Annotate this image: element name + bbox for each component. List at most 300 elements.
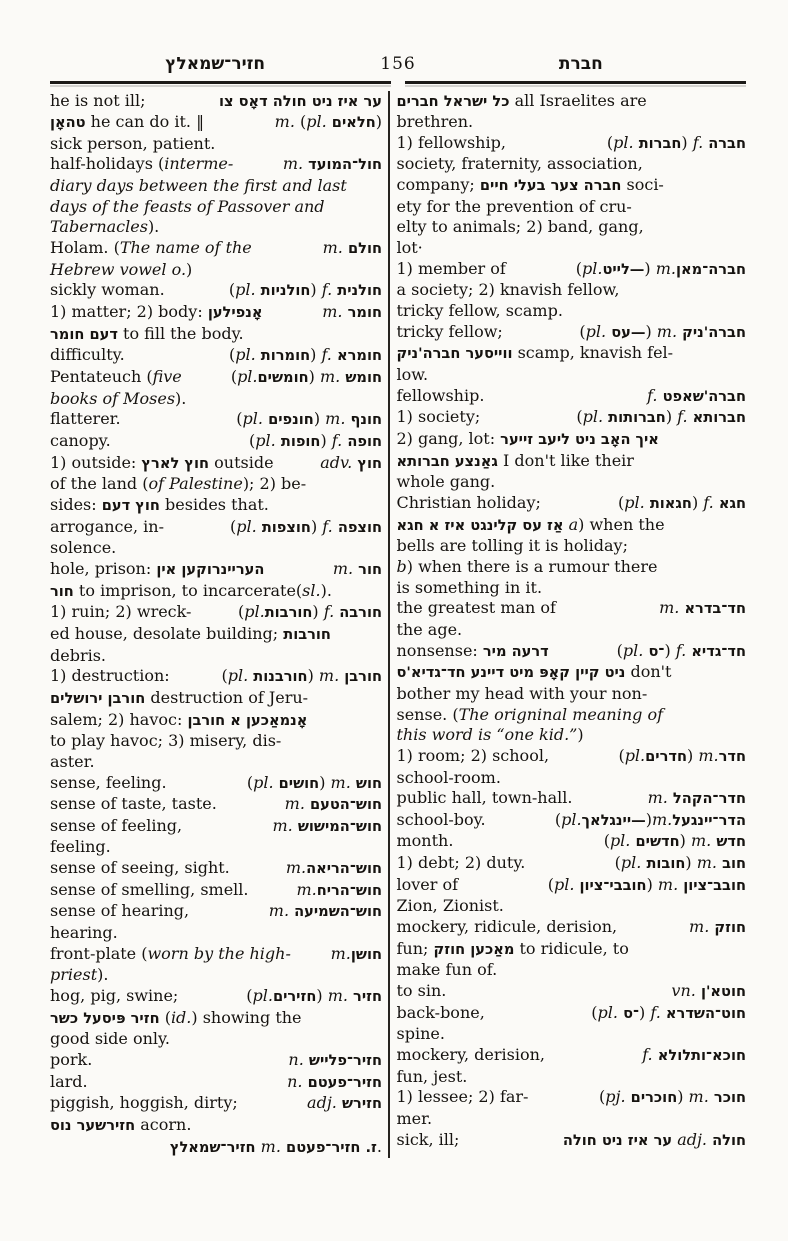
dictionary-line	[50, 302, 382, 324]
hebrew-text: חוכר	[713, 1089, 746, 1107]
dictionary-line	[397, 1045, 747, 1067]
line-left-part	[397, 620, 463, 641]
text-segment: (	[614, 853, 621, 873]
italic-text: f.	[675, 640, 687, 660]
italic-text: pl.	[244, 602, 265, 622]
line-headword-part	[647, 386, 746, 408]
dictionary-line	[50, 901, 382, 923]
dictionary-line	[397, 831, 747, 853]
text-segment: 1) lessee; 2) far-	[396, 1087, 529, 1107]
text-segment: elty to animals; 2) band, gang,	[396, 217, 644, 237]
text-segment: )	[665, 407, 678, 427]
text-segment: )	[313, 409, 326, 429]
hebrew-text: חושים	[278, 774, 320, 792]
text-segment: sense of smelling, smell.	[50, 879, 249, 899]
text-segment: I don't like their	[497, 450, 634, 470]
text-segment: Christian holiday;	[396, 492, 546, 512]
line-left-part	[50, 646, 106, 667]
hebrew-text: הדר־יינגעל	[672, 811, 746, 829]
line-left-part	[50, 816, 182, 838]
hebrew-text: חלאים	[331, 114, 376, 132]
italic-text: f.	[323, 602, 335, 622]
dictionary-line	[397, 493, 747, 515]
italic-text: worn by the high-	[147, 943, 291, 963]
hebrew-text: חזירש	[341, 1095, 382, 1113]
hebrew-text: חונפים	[268, 411, 314, 429]
line-left-part	[50, 538, 116, 559]
dictionary-line	[50, 217, 382, 238]
text-segment: )	[310, 516, 323, 536]
text-segment: 1) outside:	[50, 452, 142, 472]
hebrew-text: ווייסער חברה'ניק	[396, 345, 513, 363]
italic-text: m.	[330, 943, 351, 963]
dictionary-line	[50, 688, 382, 710]
italic-text: m.	[274, 112, 295, 132]
hebrew-text: חוש־הריח	[316, 881, 382, 899]
text-segment: (	[228, 280, 236, 300]
dictionary-line	[50, 91, 382, 113]
text-segment: (	[230, 367, 238, 387]
text-segment: bells are tolling it is holiday;	[396, 536, 628, 556]
italic-text: m.	[285, 858, 307, 878]
italic-text: m.	[689, 917, 710, 937]
text-segment: destruction of Jeru-	[145, 687, 309, 707]
line-headword-part	[269, 901, 382, 923]
text-segment: he is not ill;	[50, 90, 151, 110]
text-segment: (	[606, 132, 614, 152]
italic-text: this word is “one kid.”	[396, 725, 578, 745]
line-left-part	[50, 752, 95, 773]
line-left-part	[50, 91, 151, 113]
dictionary-line	[50, 923, 382, 944]
line-left-part	[50, 794, 217, 816]
line-left-part	[397, 280, 620, 301]
text-segment: ); 2) be-	[242, 474, 307, 494]
line-headword-part	[617, 641, 746, 663]
hebrew-text: חברה־מאן	[676, 260, 746, 278]
text-segment: whole gang.	[396, 472, 496, 492]
line-left-part	[397, 705, 664, 726]
text-segment: mockery, derision,	[396, 1045, 545, 1065]
line-headword-part	[229, 280, 382, 302]
text-segment: back-bone,	[396, 1002, 485, 1022]
italic-text: m.	[330, 772, 351, 792]
line-left-part	[397, 407, 486, 429]
text-segment: canopy.	[50, 431, 111, 450]
dictionary-line	[50, 1008, 382, 1030]
hebrew-text: חוב	[722, 855, 746, 873]
line-headword-part	[219, 91, 382, 113]
italic-text: m.	[698, 745, 719, 765]
line-left-part	[50, 986, 183, 1008]
line-left-part	[397, 598, 556, 620]
hebrew-text: חור	[50, 582, 74, 600]
line-headword-part	[642, 1045, 746, 1067]
italic-text: m.	[296, 879, 317, 899]
text-segment: the greatest man of	[396, 598, 556, 618]
italic-text: pj.	[605, 1087, 626, 1107]
dictionary-line	[397, 768, 747, 789]
text-segment: ).	[175, 388, 187, 408]
italic-text: days of the feasts of Passover and	[50, 196, 325, 216]
text-segment: (	[618, 745, 625, 765]
text-segment: acorn.	[135, 1115, 192, 1134]
hebrew-text: חדר	[718, 747, 746, 765]
hebrew-text: חובות	[646, 855, 686, 873]
line-left-part	[397, 746, 550, 768]
line-left-part	[50, 176, 347, 197]
header-left-guide-word: חזיר־שמאלץ	[165, 54, 266, 74]
text-segment: (	[616, 640, 623, 660]
hebrew-text: דרעה מיר	[482, 642, 549, 660]
hebrew-text: טהאָן	[50, 114, 86, 132]
dictionary-line	[397, 917, 747, 939]
text-segment: spine.	[396, 1024, 445, 1044]
italic-text: pl.	[252, 986, 273, 1006]
text-segment: ety for the prevention of cru-	[396, 196, 632, 216]
dictionary-line	[50, 367, 382, 389]
line-left-part	[50, 260, 192, 281]
dictionary-line	[50, 624, 382, 646]
hebrew-text: ־ס	[648, 642, 665, 660]
line-headword-part	[288, 1050, 382, 1072]
dictionary-line	[397, 853, 747, 875]
page-header	[50, 54, 746, 74]
dictionary-line	[50, 1137, 382, 1159]
italic-text: f.	[650, 1002, 661, 1022]
hebrew-text: חברה	[708, 134, 746, 152]
line-left-part	[397, 343, 674, 365]
text-segment: )	[691, 492, 704, 512]
line-headword-part	[591, 1003, 746, 1025]
line-left-part	[50, 624, 331, 646]
text-segment: 1) matter; 2) body:	[50, 302, 208, 322]
line-left-part	[397, 536, 628, 557]
italic-text: m.	[268, 901, 290, 921]
text-segment: (	[249, 431, 256, 450]
text-segment: )	[316, 986, 328, 1006]
line-left-part	[50, 923, 118, 944]
hebrew-text: חדש	[716, 833, 746, 851]
italic-text: m.	[319, 367, 341, 387]
hebrew-text: —לייט	[602, 260, 645, 278]
text-segment: 1) destruction:	[50, 666, 175, 686]
italic-text: pl.	[585, 321, 607, 341]
dictionary-line	[397, 343, 747, 365]
text-segment: ).	[320, 580, 332, 600]
dictionary-line	[50, 474, 382, 495]
italic-text: n.	[288, 1050, 304, 1070]
italic-text: Tabernacles	[50, 217, 148, 237]
line-left-part	[397, 238, 423, 259]
line-left-part	[397, 1087, 529, 1109]
line-left-part	[397, 725, 584, 746]
dictionary-line	[397, 705, 747, 726]
text-segment: Zion, Zionist.	[396, 896, 504, 916]
text-segment: brethren.	[396, 112, 474, 132]
line-left-part	[50, 217, 159, 238]
italic-text: sl.	[302, 580, 321, 600]
hebrew-text: חברה צער בעלי חיים	[479, 177, 622, 195]
text-segment: (	[575, 258, 583, 278]
dictionary-line	[397, 217, 747, 238]
hebrew-text: חגאות	[649, 494, 692, 512]
italic-text: m.	[696, 853, 717, 873]
line-left-part	[397, 386, 485, 408]
line-headword-part	[615, 853, 746, 875]
line-left-part	[50, 710, 307, 732]
hebrew-text: ער איז ניט חולה דאָס צו	[218, 92, 382, 110]
line-left-part	[397, 175, 664, 197]
line-headword-part	[599, 1087, 746, 1109]
text-segment: aster.	[50, 751, 95, 771]
hebrew-text: —עס	[611, 323, 646, 341]
italic-text: f.	[677, 407, 688, 427]
italic-text: pl.	[253, 772, 274, 792]
dictionary-line	[397, 407, 747, 429]
hebrew-text: העריינרוקען אין	[156, 560, 265, 578]
text-segment: to ridicule, to	[514, 938, 629, 958]
line-headword-part	[659, 598, 746, 620]
line-left-part	[50, 389, 186, 410]
line-left-part	[397, 917, 618, 939]
hebrew-text: אַז עס קלינגט איז א חגא	[396, 516, 564, 534]
hebrew-text: חופה	[347, 433, 382, 450]
line-left-part	[50, 880, 248, 902]
text-segment: (	[228, 345, 236, 365]
dictionary-line	[397, 981, 747, 1003]
line-left-part	[50, 302, 263, 324]
line-headword-part	[579, 322, 746, 344]
text-segment: pork.	[50, 1050, 93, 1070]
italic-text: pl.	[306, 112, 327, 132]
hebrew-text: חורבנות	[253, 668, 308, 686]
hebrew-text: חובב־ציון	[683, 876, 746, 894]
italic-text: five	[152, 367, 182, 387]
line-left-part	[50, 965, 108, 986]
dictionary-line	[50, 389, 382, 410]
line-headword-part	[576, 407, 746, 429]
italic-text: m.	[656, 321, 678, 341]
line-left-part	[397, 641, 549, 663]
text-segment: company;	[396, 175, 480, 195]
line-left-part	[397, 684, 648, 705]
line-headword-part	[249, 431, 382, 453]
text-segment: mockery, ridicule, derision,	[396, 917, 618, 937]
dictionary-line	[50, 260, 382, 281]
line-left-part	[50, 581, 332, 603]
italic-text: m.	[647, 788, 668, 808]
dictionary-line	[397, 875, 747, 897]
italic-text: id.	[170, 1007, 192, 1027]
italic-text: books of Moses	[50, 388, 176, 408]
italic-text: m.	[327, 986, 348, 1006]
dictionary-line	[50, 646, 382, 667]
text-segment: (	[236, 409, 243, 429]
dictionary-line	[50, 710, 382, 732]
line-headword-part	[331, 944, 382, 966]
italic-text: adj.	[677, 1129, 708, 1149]
text-segment: )	[679, 831, 691, 851]
italic-text: diary days between the first and last	[50, 176, 347, 196]
dictionary-line	[50, 944, 382, 966]
hebrew-text: ער איז ניט חולה	[562, 1131, 673, 1149]
line-left-part	[397, 578, 543, 599]
line-headword-part	[618, 493, 746, 515]
left-column	[50, 91, 382, 1159]
text-segment: public hall, town-hall.	[396, 788, 573, 808]
text-segment: .	[376, 1136, 382, 1156]
text-segment: ) showing the	[191, 1007, 302, 1027]
text-segment: fun, jest.	[396, 1066, 468, 1086]
text-segment: soci-	[621, 175, 664, 195]
line-left-part	[397, 768, 501, 789]
dictionary-line	[397, 896, 747, 917]
italic-text: pl.	[624, 745, 646, 765]
text-segment: )	[310, 345, 322, 365]
hebrew-text: חדשים	[635, 833, 680, 851]
hebrew-text: חד־בדרא	[684, 600, 746, 618]
dictionary-line	[397, 960, 747, 981]
hebrew-text: חוץ לארץ	[141, 454, 210, 472]
text-segment: )	[186, 259, 193, 279]
italic-text: f.	[642, 1045, 653, 1065]
text-segment: sides:	[50, 494, 102, 514]
line-left-part	[397, 259, 511, 281]
line-left-part	[397, 1067, 468, 1088]
text-segment: bother my head with your non-	[396, 683, 648, 703]
dictionary-line	[397, 451, 747, 473]
text-segment: scamp, knavish fel-	[512, 343, 674, 363]
hebrew-text: —יינגלאך	[581, 811, 646, 829]
italic-text: f.	[647, 385, 658, 405]
column-divider	[388, 91, 390, 1159]
dictionary-line	[50, 112, 382, 134]
line-left-part	[50, 238, 252, 260]
line-left-part	[50, 1115, 191, 1137]
text-segment: (	[579, 321, 586, 341]
text-segment: mer.	[396, 1109, 433, 1128]
text-segment: lover of	[396, 874, 459, 894]
italic-text: m.	[690, 831, 712, 851]
text-segment: sense of hearing,	[50, 901, 190, 921]
line-left-part	[397, 810, 486, 832]
text-segment: (	[294, 112, 307, 132]
text-segment: ).	[147, 217, 160, 237]
hebrew-text: חורבן	[344, 668, 382, 686]
italic-text: pl.	[227, 666, 249, 686]
line-headword-part	[296, 880, 382, 902]
line-left-part	[397, 429, 659, 451]
hebrew-text: חוט־השדרא	[665, 1004, 746, 1022]
text-segment: (	[159, 1007, 171, 1027]
line-left-part	[397, 154, 643, 175]
text-segment: )	[681, 132, 693, 152]
line-left-part	[397, 853, 526, 875]
italic-text: pl.	[620, 853, 642, 873]
italic-text: m.	[272, 815, 293, 835]
dictionary-line	[50, 816, 382, 838]
line-left-part	[50, 944, 291, 966]
line-left-part	[50, 688, 308, 710]
text-segment: (	[246, 772, 254, 792]
line-headword-part	[286, 858, 382, 880]
dictionary-line	[50, 880, 382, 902]
dictionary-line	[50, 280, 382, 302]
line-headword-part	[275, 112, 382, 134]
text-segment: all Israelites are	[509, 90, 647, 110]
hebrew-text: חוזק	[714, 919, 746, 937]
italic-text: pl.	[561, 809, 582, 829]
hebrew-text: חזיר פּיסעל כשר	[50, 1009, 160, 1027]
text-segment: )	[577, 725, 584, 745]
dictionary-line	[397, 536, 747, 557]
line-left-part	[397, 1130, 460, 1152]
line-left-part	[397, 217, 644, 238]
line-left-part	[397, 112, 474, 133]
italic-text: of Palestine	[148, 474, 243, 494]
text-segment: ) when there is a rumour there	[406, 556, 658, 576]
text-segment: )	[307, 666, 319, 686]
header-rule-left-segment	[50, 81, 391, 84]
italic-text: pl.	[236, 516, 257, 536]
text-segment: (	[603, 831, 610, 851]
hebrew-text: חומרות	[260, 347, 311, 365]
dictionary-line	[50, 666, 382, 688]
text-segment: fellowship.	[396, 385, 485, 405]
hebrew-text: חורבן ירושלים	[50, 689, 146, 707]
line-left-part	[397, 1024, 445, 1045]
italic-text: f.	[331, 431, 343, 450]
line-headword-part	[322, 302, 382, 324]
text-segment: school-boy.	[396, 809, 486, 829]
text-segment: ed house, desolate building;	[50, 623, 284, 643]
hebrew-text: ניט קיין קאָפּ מיט דיינע חד־גדיא'ס	[396, 664, 626, 682]
line-headword-part	[323, 238, 382, 260]
dictionary-line	[50, 453, 382, 475]
line-headword-part	[229, 345, 382, 367]
italic-text: The origninal meaning of	[458, 704, 664, 724]
hebrew-text: חוצפה	[337, 518, 382, 536]
dictionary-line	[397, 1087, 747, 1109]
dictionary-line	[397, 365, 747, 386]
hebrew-text: חזיר־פלייש	[308, 1052, 382, 1070]
hebrew-text: חדרים	[645, 747, 687, 765]
hebrew-text: מאַכען חוזק	[433, 940, 515, 958]
hebrew-text: חונף	[350, 411, 382, 429]
text-segment: salem; 2) havoc:	[50, 709, 188, 729]
text-segment: 1) ruin; 2) wreck-	[50, 602, 192, 622]
line-left-part	[397, 662, 672, 684]
line-headword-part	[618, 746, 746, 768]
text-segment: sick, ill;	[396, 1129, 460, 1149]
line-left-part	[397, 515, 665, 537]
italic-text: pl.	[242, 409, 263, 429]
dictionary-line	[397, 746, 747, 768]
dictionary-line	[50, 431, 382, 453]
line-left-part	[397, 451, 634, 473]
italic-text: pl.	[553, 874, 575, 894]
text-segment: sickly woman.	[50, 280, 170, 300]
italic-text: f.	[322, 516, 333, 536]
dictionary-line	[50, 1029, 382, 1050]
hebrew-text: חולה	[712, 1131, 746, 1149]
hebrew-text: חוש־הריאה	[306, 860, 382, 878]
line-left-part	[50, 1029, 170, 1050]
italic-text: pl.	[582, 407, 604, 427]
dictionary-line	[50, 495, 382, 517]
text-segment: (	[618, 492, 625, 512]
